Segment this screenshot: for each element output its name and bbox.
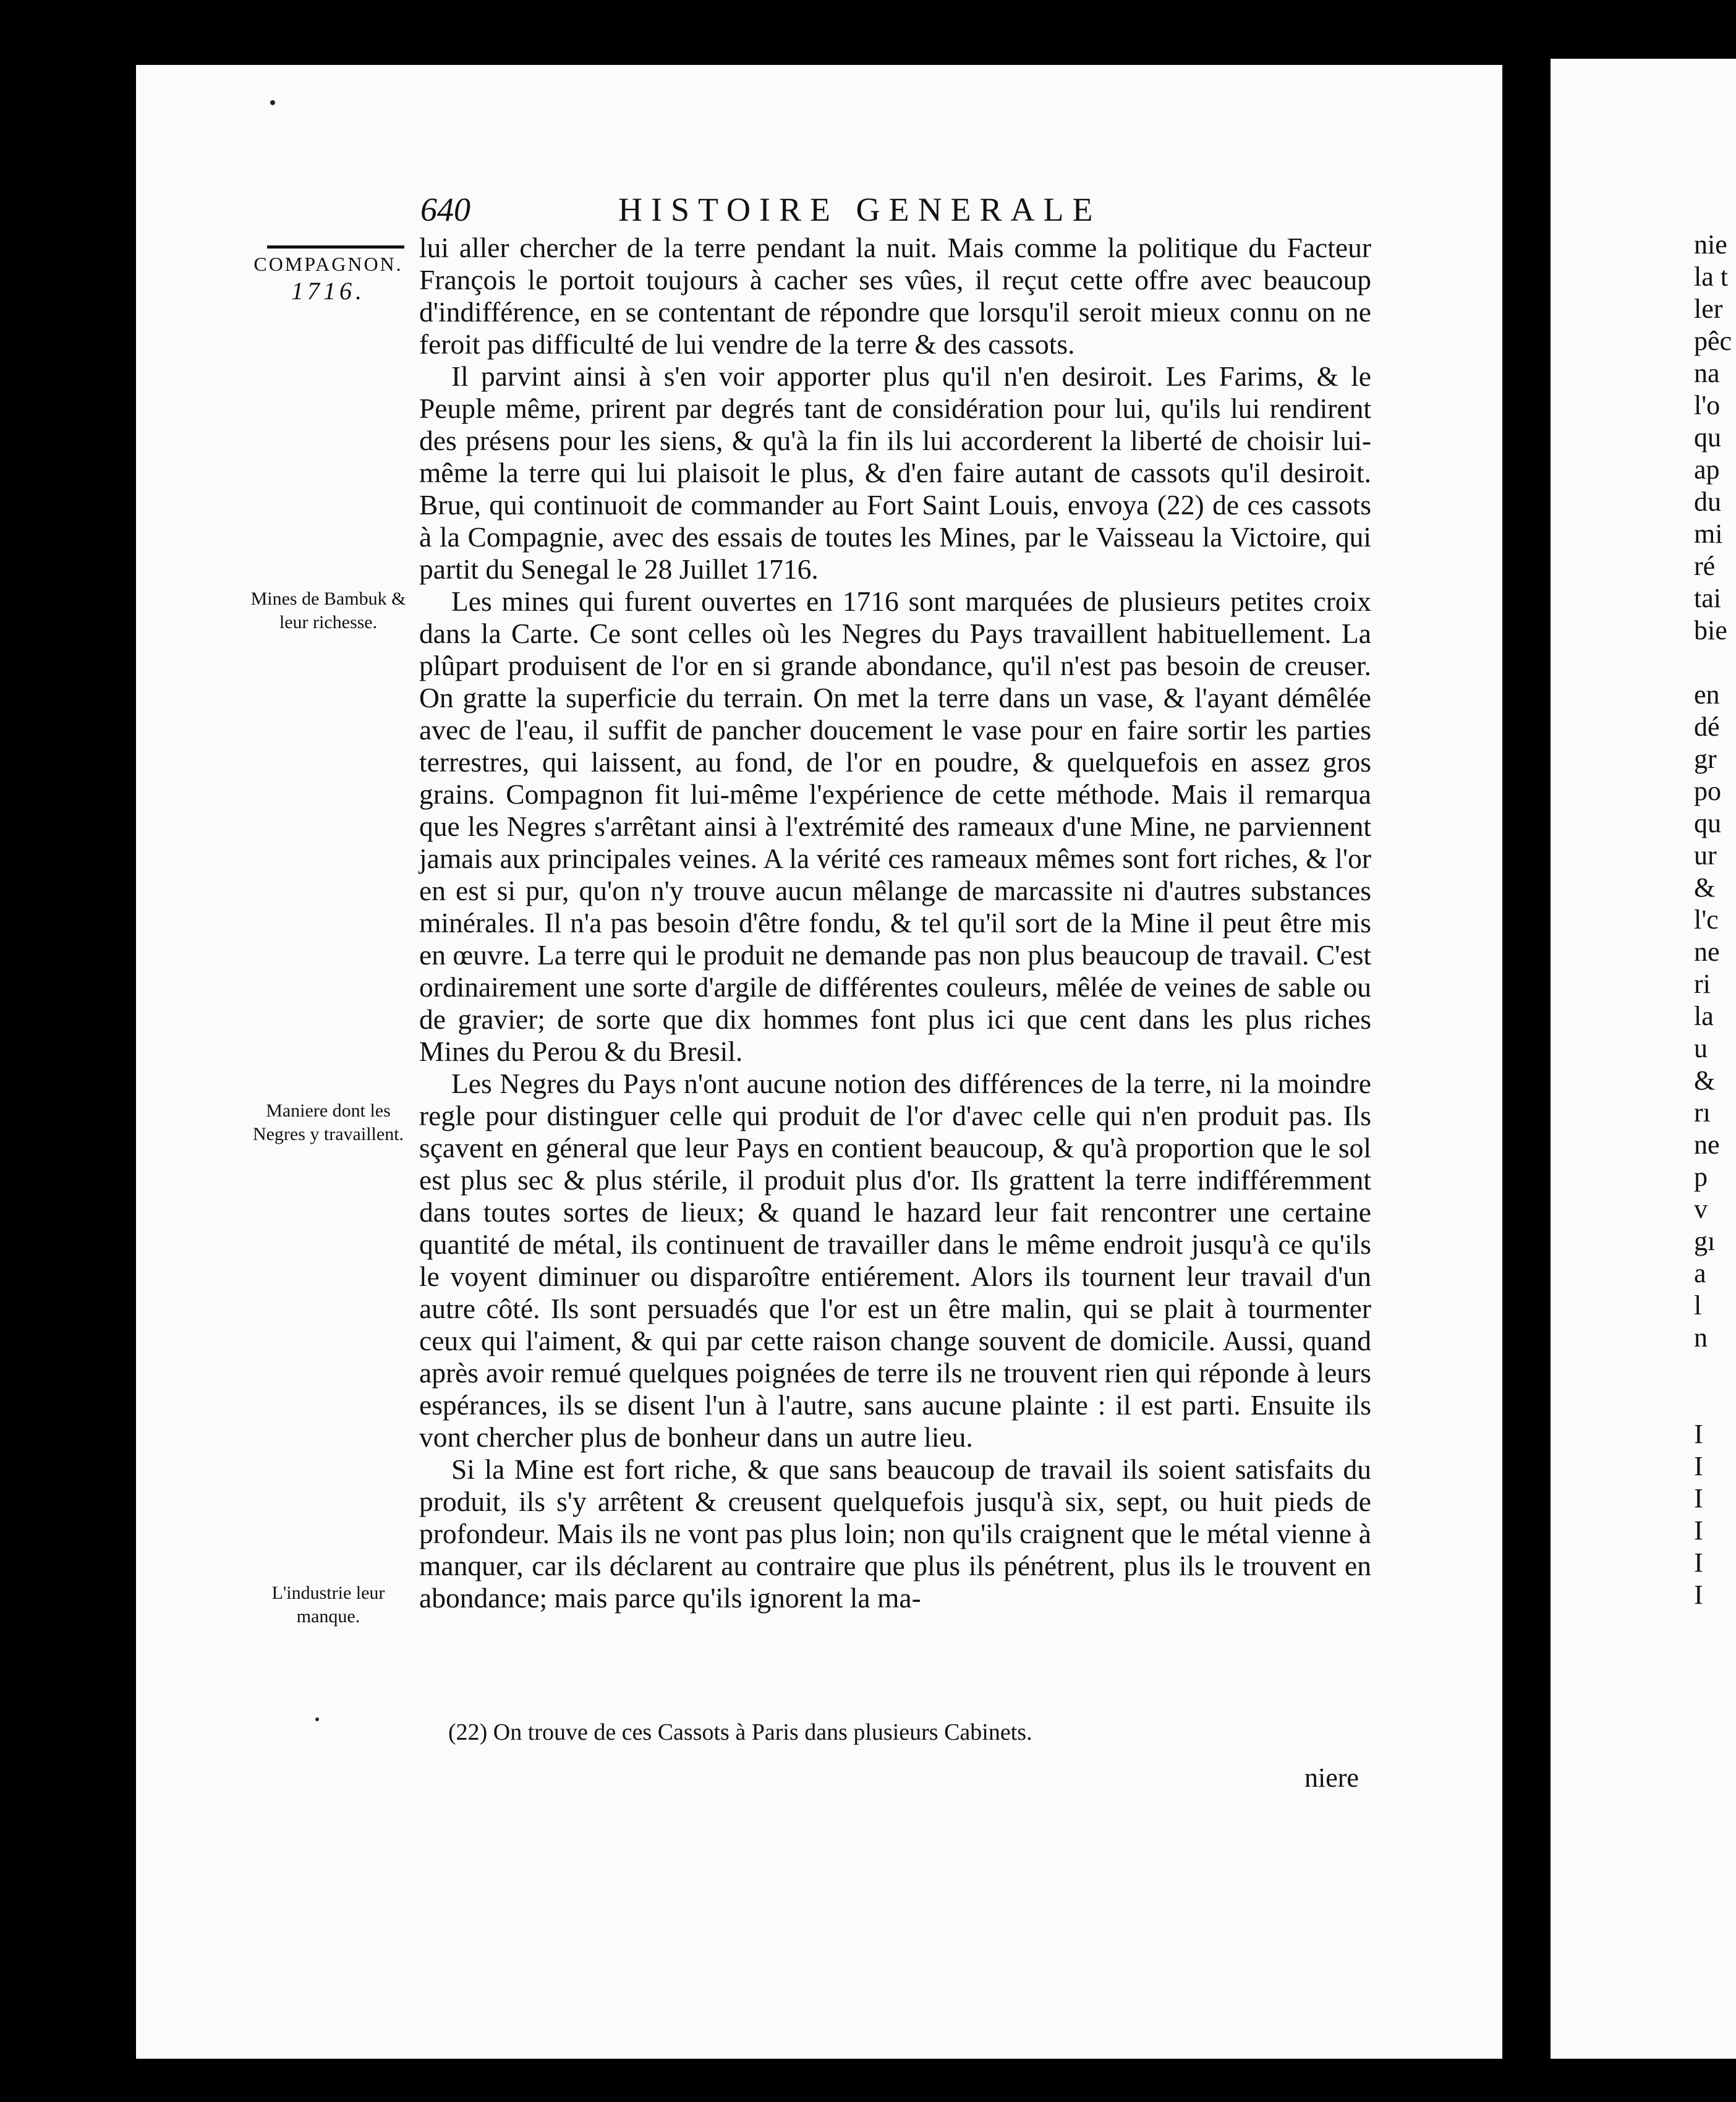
- fragment-line: tai: [1694, 583, 1721, 613]
- fragment-line: ri: [1694, 969, 1711, 999]
- right-page-fragments: [1694, 229, 1736, 1611]
- fragment-line: [1694, 1354, 1736, 1386]
- fragment-line: du: [1694, 487, 1721, 517]
- speck-mark: [270, 100, 275, 105]
- speck-mark: [315, 1717, 319, 1721]
- fragment-line: na: [1694, 358, 1720, 388]
- fragment-line: I: [1694, 1580, 1703, 1610]
- fragment-line: u: [1694, 1033, 1708, 1063]
- fragment-line: I: [1694, 1419, 1703, 1449]
- fragment-line: rı: [1694, 1097, 1711, 1128]
- fragment-line: v: [1694, 1194, 1708, 1224]
- fragment-line: la: [1694, 1001, 1714, 1031]
- fragment-line: p: [1694, 1162, 1708, 1192]
- fragment-line: I: [1694, 1483, 1703, 1513]
- fragment-line: gr: [1694, 744, 1717, 774]
- margin-note-industrie: L'industrie leur manque.: [271, 1583, 385, 1627]
- fragment-line: l: [1694, 1290, 1702, 1321]
- author-year: 1716.: [291, 277, 365, 305]
- fragment-line: ré: [1694, 551, 1716, 581]
- fragment-line: I: [1694, 1547, 1703, 1578]
- fragment-line: l'o: [1694, 390, 1721, 420]
- fragment-line: &: [1694, 1065, 1716, 1096]
- fragment-line: l'c: [1694, 904, 1719, 935]
- fragment-line: nie: [1694, 229, 1727, 260]
- fragment-line: I: [1694, 1451, 1703, 1481]
- paragraph: Si la Mine est fort riche, & que sans beaucoup de travail ils soient satisfaits du produit, ils s'y arrêtent & creusent quelquefois jusqu'à six, sept, ou huit pieds de profondeur. Mais ils ne vont pas plus loin; non qu'ils craignent que le métal vienne à manquer, car ils déclarent au contraire que plus ils pénétrent, plus ils le trouvent en abondance; mais parce qu'ils ignorent la ma-: [419, 1453, 1371, 1614]
- margin-note-maniere: Maniere dont les Negres y travaillent.: [252, 1100, 404, 1144]
- fragment-line: po: [1694, 776, 1721, 806]
- fragment-line: en: [1694, 679, 1720, 710]
- fragment-line: bie: [1694, 615, 1727, 645]
- paragraph: Il parvint ainsi à s'en voir apporter plus qu'il n'en desiroit. Les Farims, & le Peuple même, prirent par degrés tant de considération pour lui, qu'ils lui rendirent des présens pour les siens, & qu'à la fin ils lui accorderent la liberté de choisir lui-même la terre qui lui plaisoit le plus, & d'en faire autant de cassots qu'il desiroit. Brue, qui continuoit de commander au Fort Saint Louis, envoya (22) de ces cassots à la Compagnie, avec des essais de toutes les Mines, par le Vaisseau la Victoire, qui partit du Senegal le 28 Juillet 1716.: [419, 360, 1371, 585]
- fragment-line: a: [1694, 1258, 1706, 1288]
- margin-note-author: [247, 250, 409, 305]
- fragment-line: ur: [1694, 840, 1717, 870]
- fragment-line: qu: [1694, 808, 1721, 838]
- fragment-line: n: [1694, 1322, 1708, 1353]
- fragment-line: ne: [1694, 937, 1720, 967]
- fragment-line: dé: [1694, 712, 1720, 742]
- fragment-line: ne: [1694, 1130, 1720, 1160]
- paragraph: Les mines qui furent ouvertes en 1716 sont marquées de plusieurs petites croix dans la Carte. Ce sont celles où les Negres du Pays travaillent habituellement. La plûpart produisent de l'or en si grande abondance, qu'il n'est pas besoin de creuser. On gratte la superficie du terrain. On met la terre dans un vase, & l'ayant démêlée avec de l'eau, il suffit de pancher doucement le vase pour en faire sortir les parties terrestres, qui laissent, au fond, de l'or en poudre, & quelquefois en assez gros grains. Compagnon fit lui-même l'expérience de cette méthode. Mais il remarqua que les Negres s'arrêtant ainsi à l'extrémité des rameaux d'une Mine, ne parviennent jamais aux principales veines. A la vérité ces rameaux mêmes sont fort riches, & l'or en est si pur, qu'on n'y trouve aucun mêlange de marcassite ni d'autres substances minérales. Il n'a pas besoin d'être fondu, & tel qu'il sort de la Mine il peut être mis en œuvre. La terre qui le produit ne demande pas non plus beaucoup de travail. C'est ordinairement une sorte d'argile de différentes couleurs, mêlée de veines de sable ou de gravier; de sorte que dix hommes font plus ici que cent dans les plus riches Mines du Perou & du Bresil.: [419, 585, 1371, 1067]
- fragment-line: mi: [1694, 519, 1723, 549]
- fragment-line: [1694, 647, 1736, 679]
- body-text: [419, 232, 1371, 1614]
- fragment-line: qu: [1694, 422, 1721, 453]
- paragraph: lui aller chercher de la terre pendant la nuit. Mais comme la politique du Facteur François le portoit toujours à cacher ses vûes, il reçut cette offre avec beaucoup d'indifférence, en se contentant de répondre que lorsqu'il seroit mieux connu on ne feroit pas difficulté de lui vendre de la terre & des cassots.: [419, 232, 1371, 360]
- margin-rule: [267, 245, 404, 249]
- fragment-line: ler: [1694, 294, 1723, 324]
- running-title: HISTOIRE GENERALE: [618, 191, 1102, 228]
- fragment-line: gı: [1694, 1226, 1716, 1256]
- fragment-line: [1694, 1386, 1736, 1418]
- fragment-line: la t: [1694, 262, 1728, 292]
- fragment-line: pêc: [1694, 326, 1732, 356]
- footnote: (22) On trouve de ces Cassots à Paris dans plusieurs Cabinets.: [448, 1719, 1032, 1745]
- fragment-line: &: [1694, 872, 1716, 903]
- catchword: niere: [1304, 1763, 1359, 1793]
- fragment-line: I: [1694, 1515, 1703, 1546]
- fragment-line: ap: [1694, 454, 1720, 485]
- page-number: 640: [420, 191, 470, 228]
- margin-note-mines: Mines de Bambuk & leur richesse.: [250, 589, 406, 632]
- paragraph: Les Negres du Pays n'ont aucune notion des différences de la terre, ni la moindre regle pour distinguer celle qui produit de l'or d'avec celle qui n'en produit pas. Ils sçavent en géneral que leur Pays en contient beaucoup, & qu'à proportion que le sol est plus sec & plus stérile, il produit plus d'or. Ils grattent la terre indifféremment dans toutes sortes de lieux; & quand le hazard leur fait rencontrer une certaine quantité de métal, ils continuent de travailler dans le même endroit jusqu'à ce qu'ils le voyent diminuer ou disparoître entiérement. Alors ils tournent leur travail d'un autre côté. Ils sont persuadés que l'or est un être malin, qui se plait à tourmenter ceux qui l'aiment, & qui par cette raison change souvent de domicile. Aussi, quand après avoir remué quelques poignées de terre ils ne trouvent rien qui réponde à leurs espérances, ils se disent l'un à l'autre, sans aucune plainte : il est parti. Ensuite ils vont chercher plus de bonheur dans un autre lieu.: [419, 1068, 1371, 1453]
- author-name: COMPAGNON.: [253, 253, 403, 275]
